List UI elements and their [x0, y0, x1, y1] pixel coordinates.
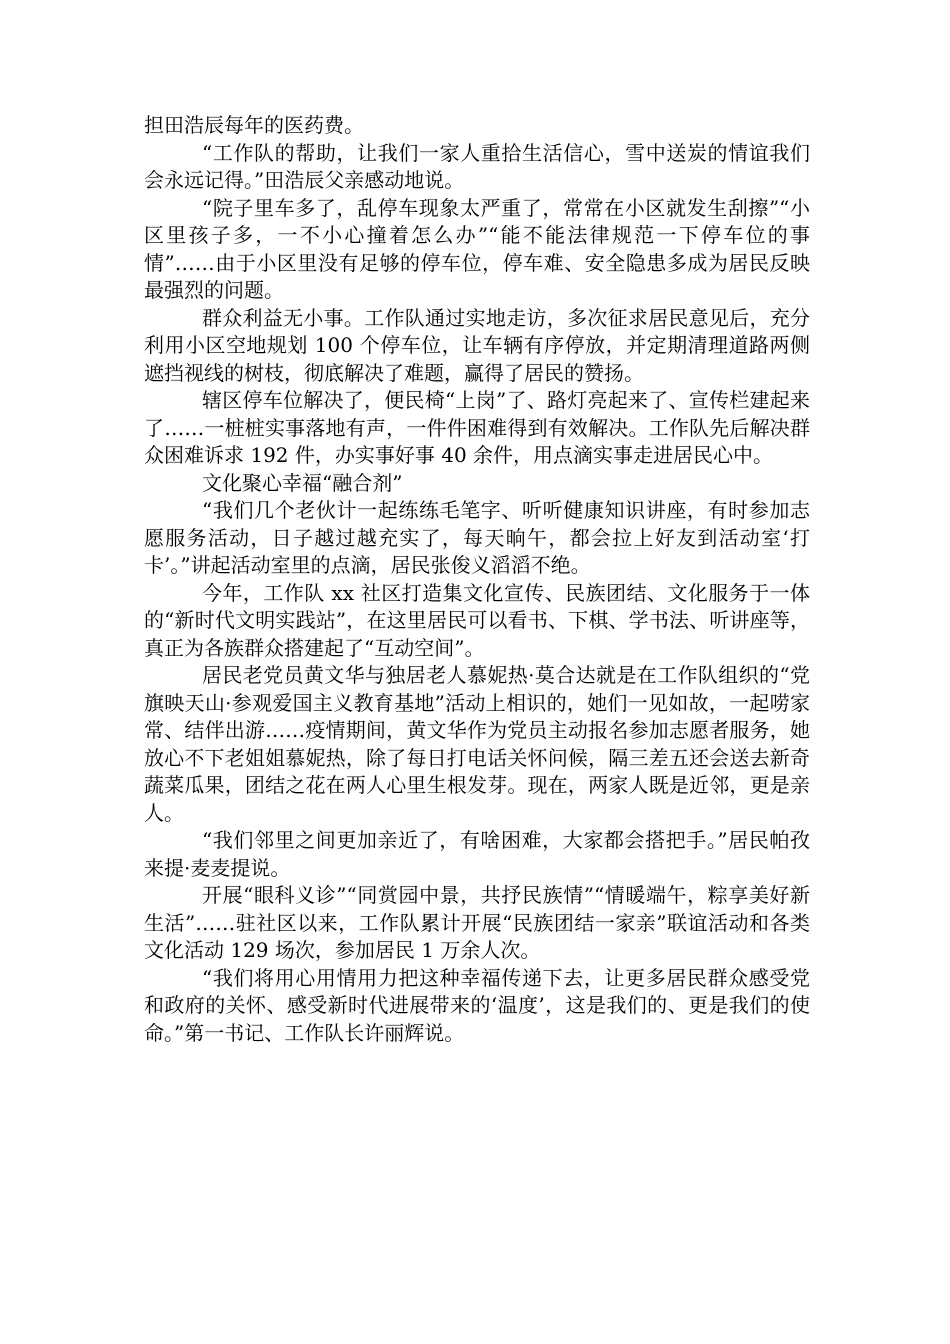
paragraph-8: 今年，工作队 xx 社区打造集文化宣传、民族团结、文化服务于一体的“新时代文明实践站”，在这里居民可以看书、下棋、学书法、听讲座等，真正为各族群众搭建起了“互动空间”。 [144, 580, 810, 660]
section-heading: 文化聚心幸福“融合剂” [202, 470, 403, 495]
paragraph-7: “我们几个老伙计一起练练毛笔字、听听健康知识讲座，有时参加志愿服务活动，日子越过越充实了，每天晌午，都会拉上好友到活动室‘打卡’。”讲起活动室里的点滴，居民张俊义滔滔不绝。 [144, 498, 810, 577]
paragraph-4: 群众利益无小事。工作队通过实地走访，多次征求居民意见后，充分利用小区空地规划 100 个停车位，让车辆有序停放，并定期清理道路两侧遮挡视线的树枝，彻底解决了难题，赢得了居民的赞扬。 [144, 305, 810, 385]
paragraph-3: “院子里车多了，乱停车现象太严重了，常常在小区就发生刮擦”“小区里孩子多，一不小心撞着怎么办”“能不能法律规范一下停车位的事情”……由于小区里没有足够的停车位，停车难、安全隐患多成为居民反映最强烈的问题。 [144, 195, 810, 302]
paragraph-10: “我们邻里之间更加亲近了，有啥困难，大家都会搭把手。”居民帕孜来提·麦麦提说。 [144, 828, 810, 880]
paragraph-2: “工作队的帮助，让我们一家人重拾生活信心，雪中送炭的情谊我们会永远记得。”田浩辰父亲感动地说。 [144, 140, 810, 192]
paragraph-11: 开展“眼科义诊”“同赏园中景，共抒民族情”“情暖端午，粽享美好新生活”……驻社区以来，工作队累计开展“民族团结一家亲”联谊活动和各类文化活动 129 场次，参加居民 1 万余人次。 [144, 883, 810, 962]
paragraph-1: 担田浩辰每年的医药费。 [144, 113, 364, 137]
paragraph-12: “我们将用心用情用力把这种幸福传递下去，让更多居民群众感受党和政府的关怀、感受新时代进展带来的‘温度’，这是我们的、更是我们的使命。”第一书记、工作队长许丽辉说。 [144, 965, 810, 1045]
document-page [144, 112, 810, 1047]
paragraph-5: 辖区停车位解决了，便民椅“上岗”了、路灯亮起来了、宣传栏建起来了……一桩桩实事落地有声，一件件困难得到有效解决。工作队先后解决群众困难诉求 192 件，办实事好事 40 余件，用点滴实事走进居民心中。 [144, 388, 810, 467]
paragraph-9: 居民老党员黄文华与独居老人慕妮热·莫合达就是在工作队组织的“党旗映天山·参观爱国主义教育基地”活动上相识的，她们一见如故，一起唠家常、结伴出游……疫情期间，黄文华作为党员主动报名参加志愿者服务，她放心不下老姐姐慕妮热，除了每日打电话关怀问候，隔三差五还会送去新奇蔬菜瓜果，团结之花在两人心里生根发芽。现在，两家人既是近邻，更是亲人。 [144, 663, 810, 825]
